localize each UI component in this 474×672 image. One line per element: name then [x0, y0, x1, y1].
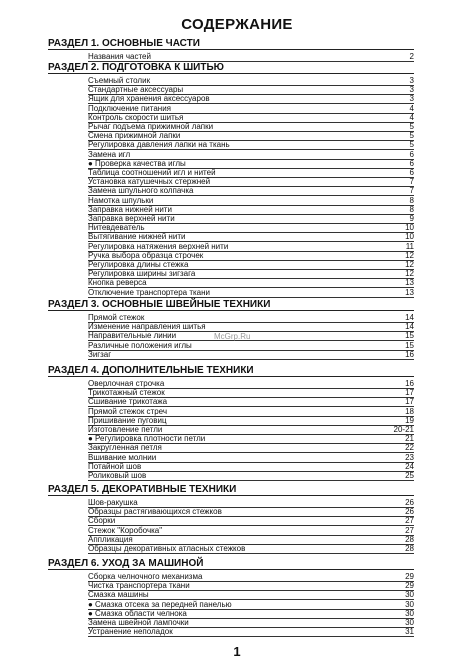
- toc-entry-title: Рычаг подъема прижимной лапки: [88, 122, 214, 131]
- toc-entry-page: 14: [405, 322, 414, 332]
- toc-entry-page: 26: [405, 507, 414, 517]
- toc-entry-page: 5: [409, 122, 414, 131]
- toc-entry-page: 26: [405, 498, 414, 507]
- toc-entry-page: 25: [405, 471, 414, 480]
- toc-entry-page: 27: [405, 525, 414, 535]
- toc-entry-page: 30: [405, 599, 414, 609]
- section-divider: [48, 569, 414, 570]
- toc-entry-title: Чистка транспортера ткани: [88, 581, 190, 591]
- toc-entry-title: Намотка шпульки: [88, 195, 154, 205]
- toc-entry-page: 5: [409, 131, 414, 141]
- toc-entry-title: Смена прижимной лапки: [88, 131, 181, 141]
- toc-entry-title: Сборка челночного механизма: [88, 572, 203, 581]
- watermark: McGrp.Ru: [214, 332, 251, 341]
- toc-entry-page: 14: [405, 313, 414, 322]
- section-heading: РАЗДЕЛ 1. ОСНОВНЫЕ ЧАСТИ: [48, 38, 200, 49]
- toc-entry-title: Стежок "Коробочка": [88, 525, 163, 535]
- toc-entry-title: Различные положения иглы: [88, 340, 192, 350]
- toc-entry-title: Отключение транспортера ткани: [88, 287, 210, 297]
- section-heading: РАЗДЕЛ 5. ДЕКОРАТИВНЫЕ ТЕХНИКИ: [48, 484, 237, 495]
- toc-entry-page: 29: [405, 581, 414, 591]
- toc-entry-page: 16: [405, 349, 414, 359]
- toc-entry-title: Подключение питания: [88, 103, 171, 113]
- section-heading: РАЗДЕЛ 2. ПОДГОТОВКА К ШИТЬЮ: [48, 62, 224, 73]
- toc-entry-page: 21: [405, 434, 414, 444]
- section-heading: РАЗДЕЛ 4. ДОПОЛНИТЕЛЬНЫЕ ТЕХНИКИ: [48, 365, 254, 376]
- toc-entry-page: 20-21: [393, 425, 414, 434]
- toc-entry-title: Пришивание пуговиц: [88, 415, 167, 425]
- toc-entry-title: Кнопка реверса: [88, 278, 147, 288]
- toc-entry-page: 3: [409, 94, 414, 104]
- toc-entry-title: Вшивание молнии: [88, 452, 157, 462]
- toc-entry-title: Устранение неполадок: [88, 627, 173, 637]
- toc-entry-page: 9: [409, 214, 414, 223]
- toc-entry[interactable]: [88, 471, 414, 481]
- toc-entry-title: Сшивание трикотажа: [88, 397, 168, 407]
- toc-entry-page: 6: [409, 168, 414, 177]
- toc-entry-title: Заправка нижней нити: [88, 204, 172, 214]
- toc-entry-title: Потайной шов: [88, 461, 142, 471]
- toc-entry-page: 3: [409, 85, 414, 95]
- toc-entry-page: 16: [405, 379, 414, 388]
- toc-entry-title: Оверлочная строчка: [88, 379, 165, 388]
- toc-entry-page: 5: [409, 140, 414, 150]
- toc-entry-page: 23: [405, 452, 414, 462]
- toc-entry-page: 29: [405, 572, 414, 581]
- toc-entry-title: Роликовый шов: [88, 471, 147, 480]
- section-divider: [48, 310, 414, 311]
- toc-entry-page: 8: [409, 195, 414, 205]
- toc-entry-title: ● Смазка области челнока: [88, 608, 187, 618]
- toc-entry-page: 13: [405, 278, 414, 288]
- toc-entry-page: 12: [405, 269, 414, 279]
- toc-entry-page: 12: [405, 250, 414, 260]
- section-heading: РАЗДЕЛ 6. УХОД ЗА МАШИНОЙ: [48, 558, 204, 569]
- toc-entry-title: Изготовление петли: [88, 425, 163, 434]
- toc-entry-title: Регулировка давления лапки на ткань: [88, 140, 230, 150]
- toc-entry-title: Шов-ракушка: [88, 498, 138, 507]
- toc-entry-title: Названия частей: [88, 52, 151, 61]
- toc-entry-title: Съемный столик: [88, 76, 151, 85]
- toc-entry-page: 8: [409, 204, 414, 214]
- toc-entry-title: Прямой стежок стреч: [88, 406, 168, 416]
- toc-entry-page: 10: [405, 232, 414, 242]
- toc-entry-title: Направительные линии: [88, 331, 177, 341]
- toc-entry[interactable]: [88, 288, 414, 298]
- section-divider: [48, 73, 414, 74]
- page-number: 1: [233, 644, 241, 659]
- toc-entry-title: Регулировка длины стежка: [88, 260, 189, 269]
- toc-entry-title: Образцы растягивающихся стежков: [88, 507, 222, 517]
- toc-entry-title: Замена игл: [88, 149, 131, 159]
- toc-entry-title: Замена шпульного колпачка: [88, 186, 194, 196]
- toc-entry-page: 19: [405, 415, 414, 425]
- toc-entry-title: Заправка верхней нити: [88, 214, 175, 223]
- toc-entry-title: ● Регулировка плотности петли: [88, 434, 206, 444]
- toc-entry-page: 4: [409, 103, 414, 113]
- toc-entry-page: 13: [405, 287, 414, 297]
- toc-entry-page: 24: [405, 461, 414, 471]
- toc-entry-page: 7: [409, 186, 414, 196]
- toc-entry-page: 17: [405, 397, 414, 407]
- toc-entry-page: 30: [405, 590, 414, 600]
- toc-entry[interactable]: [88, 350, 414, 360]
- toc-entry-title: ● Проверка качества иглы: [88, 158, 186, 168]
- toc-entry-title: Стандартные аксессуары: [88, 85, 184, 95]
- toc-entry-title: Регулировка натяжения верхней нити: [88, 241, 229, 251]
- section-divider: [48, 376, 414, 377]
- toc-entry-title: Образцы декоративных атласных стежков: [88, 544, 246, 553]
- section-heading: РАЗДЕЛ 3. ОСНОВНЫЕ ШВЕЙНЫЕ ТЕХНИКИ: [48, 299, 271, 310]
- toc-entry-title: Прямой стежок: [88, 313, 145, 322]
- toc-entry-page: 11: [405, 241, 414, 251]
- toc-entry-page: 2: [409, 52, 414, 61]
- toc-entry-title: Сборки: [88, 516, 116, 526]
- toc-entry[interactable]: [88, 627, 414, 637]
- toc-entry-page: 6: [409, 158, 414, 168]
- toc-entry-title: Аппликация: [88, 534, 133, 544]
- toc-entry-title: Изменение направления шитья: [88, 322, 206, 332]
- toc-entry-title: Нитевдеватель: [88, 223, 145, 233]
- toc-entry-title: Трикотажный стежок: [88, 388, 165, 398]
- toc-entry-page: 30: [405, 618, 414, 627]
- toc-entry-title: Зигзаг: [88, 349, 112, 359]
- toc-entry-page: 3: [409, 76, 414, 85]
- toc-entry-title: Установка катушечных стержней: [88, 177, 211, 187]
- toc-entry-page: 12: [405, 260, 414, 269]
- toc-entry-title: ● Смазка отсека за передней панелью: [88, 599, 232, 609]
- toc-entry[interactable]: [88, 544, 414, 554]
- toc-entry-page: 28: [405, 544, 414, 553]
- toc-entry[interactable]: [88, 52, 414, 62]
- toc-entry-page: 17: [405, 388, 414, 398]
- toc-entry-page: 27: [405, 516, 414, 526]
- toc-entry-title: Ручка выбора образца строчек: [88, 250, 204, 260]
- toc-entry-title: Регулировка ширины зигзага: [88, 269, 196, 279]
- section-divider: [48, 49, 414, 50]
- toc-entry-page: 10: [405, 223, 414, 233]
- toc-entry-page: 15: [405, 340, 414, 350]
- toc-entry-page: 22: [405, 443, 414, 453]
- toc-entry-page: 6: [409, 149, 414, 159]
- toc-entry-page: 18: [405, 406, 414, 416]
- toc-entry-title: Замена швейной лампочки: [88, 618, 189, 627]
- toc-entry-page: 31: [405, 627, 414, 637]
- section-divider: [48, 495, 414, 496]
- toc-entry-title: Закругленная петля: [88, 443, 162, 453]
- toc-entry-title: Ящик для хранения аксессуаров: [88, 94, 210, 104]
- toc-entry-page: 30: [405, 608, 414, 618]
- toc-entry-title: Вытягивание нижней нити: [88, 232, 186, 242]
- page-title: СОДЕРЖАНИЕ: [181, 16, 293, 33]
- toc-entry-title: Контроль скорости шитья: [88, 112, 184, 122]
- toc-entry-page: 28: [405, 534, 414, 544]
- toc-entry-page: 7: [409, 177, 414, 187]
- toc-entry-page: 15: [405, 331, 414, 341]
- toc-entry-title: Смазка машины: [88, 590, 149, 600]
- toc-entry-title: Таблица соотношений игл и нитей: [88, 168, 216, 177]
- toc-entry-page: 4: [409, 112, 414, 122]
